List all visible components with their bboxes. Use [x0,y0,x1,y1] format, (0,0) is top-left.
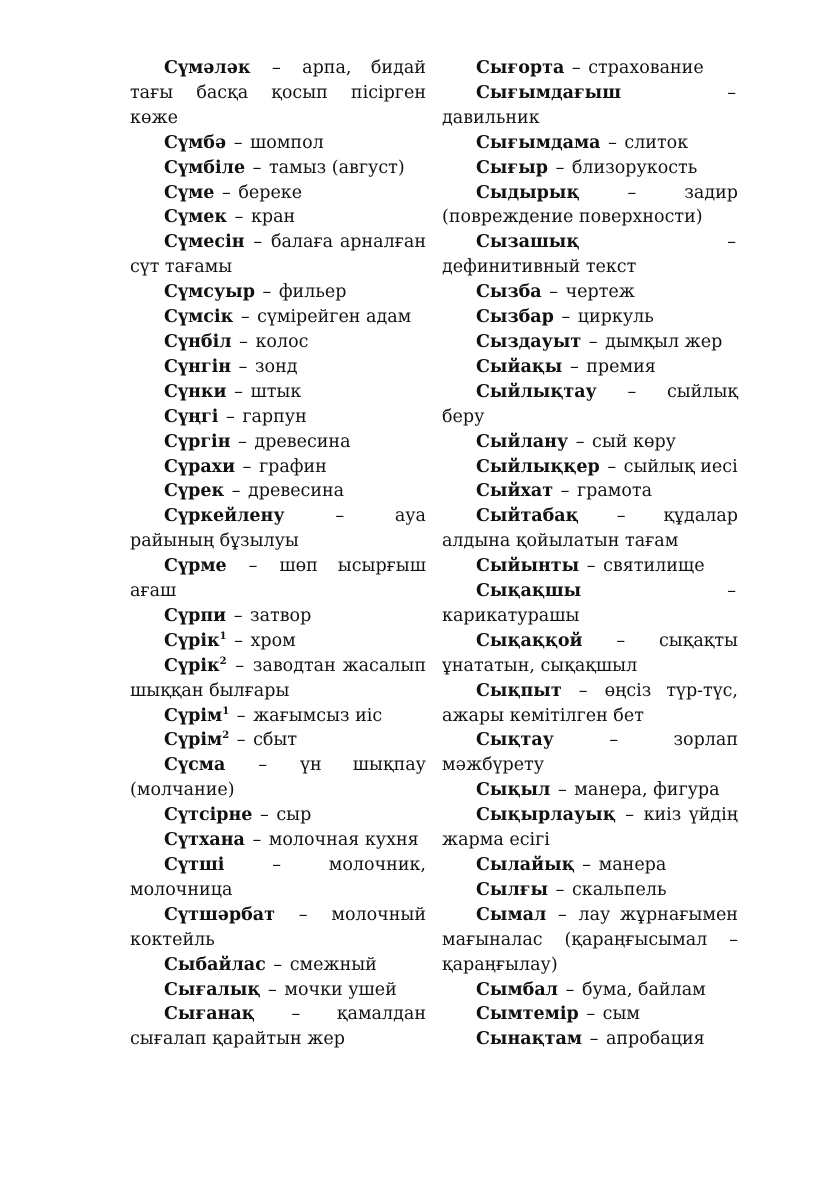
entry-dash: – [625,805,635,826]
entry-definition: древесина [248,481,345,502]
dictionary-entry [130,181,426,206]
entry-headword: Сықтау [476,730,554,751]
dictionary-entry [442,778,738,803]
entry-dash: – [272,855,281,875]
entry-headword: Сүнгін [164,356,232,377]
entry-dash: – [298,904,308,925]
dictionary-entry [442,728,738,778]
entry-definition: премия [586,356,656,377]
dictionary-entry [130,704,426,729]
entry-headword: Сүмбә [164,132,227,153]
entry-headword: Сықыл [476,780,551,801]
entry-dash: – [262,282,272,303]
entry-definition: близорукость [571,157,698,178]
entry-definition: зорлап мәжбүрету [442,730,738,776]
entry-dash: – [240,307,250,328]
entry-dash: – [233,132,243,153]
entry-definition: хром [250,630,296,651]
dictionary-entry [442,579,738,629]
dictionary-entry [442,978,738,1003]
dictionary-entry [442,1002,738,1027]
dictionary-entry [130,654,426,704]
dictionary-entry [130,629,426,654]
entry-dash: – [627,381,637,402]
entry-definition: мочки ушей [284,979,397,1000]
entry-definition: лау жұрнағымен мағыналас (қараңғысымал – қараңғылау) [442,904,738,975]
entry-definition: манера, фигура [574,780,720,801]
dictionary-entry [130,330,426,355]
dictionary-entry [442,280,738,305]
entry-dash: – [609,730,619,751]
entry-homonym-number: 1 [219,631,227,643]
dictionary-entry [130,853,426,903]
entry-headword: Сығалық [164,979,261,1000]
entry-headword: Сығымдағыш [476,82,622,103]
entry-headword: Сүрахи [164,456,236,477]
dictionary-entry [130,205,426,230]
entry-dash: – [588,331,598,352]
entry-definition: тамыз (август) [269,157,405,178]
dictionary-entry [130,230,426,280]
dictionary-entry [130,455,426,480]
entry-definition: манера [598,855,667,875]
entry-headword: Сығорта [476,58,565,78]
entry-headword: Сүмсік [164,307,234,328]
entry-definition: скальпель [571,879,667,900]
entry-dash: – [607,456,617,477]
entry-headword: Сыйынты [476,556,580,577]
dictionary-entry [130,280,426,305]
entry-definition: зонд [255,356,298,377]
entry-homonym-number: 2 [219,655,227,667]
entry-headword: Сүмәләк [164,58,251,78]
dictionary-entry [442,56,738,81]
entry-headword: Сүмсуыр [164,282,255,303]
entry-headword: Сығымдама [476,132,601,153]
entry-definition: кран [250,207,296,228]
entry-dash: – [616,506,626,527]
entry-headword: Сүтші [164,855,225,875]
dictionary-entry [442,629,738,679]
entry-dash: – [578,680,588,701]
dictionary-entry [442,330,738,355]
entry-headword: Сықақшы [476,581,582,602]
entry-definition: карикатурашы [442,605,580,626]
entry-definition: арпа, бидай тағы басқа қосып пісірген көже [130,58,426,128]
entry-headword: Сымтемір [476,1004,579,1025]
dictionary-entry [130,504,426,554]
entry-dash: – [586,1004,596,1025]
dictionary-entry [442,156,738,181]
entry-dash: – [236,730,246,751]
entry-headword: Сүсма [164,755,226,776]
entry-dash: – [231,481,241,502]
entry-headword: Сүрме [164,556,227,577]
entry-dash: – [561,307,571,328]
entry-homonym-number: 1 [222,705,230,717]
entry-dash: – [291,1004,301,1025]
dictionary-entry [130,479,426,504]
entry-headword: Сыйақы [476,356,563,377]
dictionary-entry [130,355,426,380]
entry-dash: – [558,904,567,925]
entry-definition: смежный [289,954,377,975]
entry-dash: – [236,705,246,726]
entry-headword: Сүмек [164,207,228,228]
dictionary-entry [130,828,426,853]
entry-dash: – [234,630,243,651]
entry-headword: Сүтшәрбат [164,904,275,925]
entry-headword: Сықпыт [476,680,562,701]
entry-definition: апробация [605,1029,705,1050]
entry-dash: – [589,1029,599,1050]
entry-headword: Сылайық [476,855,575,875]
entry-headword: Сүңгі [164,406,219,427]
dictionary-entry [442,131,738,156]
entry-definition: слиток [624,132,689,153]
entry-dash: – [233,605,243,626]
entry-definition: гарпун [242,406,307,427]
entry-dash: – [242,456,252,477]
entry-headword: Сылғы [476,879,549,900]
entry-headword: Сүрпи [164,605,227,626]
entry-definition: фильер [278,282,347,303]
right-column [442,56,738,1052]
entry-dash: – [258,755,268,776]
entry-dash: – [239,331,248,352]
entry-headword: Сығыр [476,157,548,178]
entry-headword: Сығанақ [164,1004,255,1025]
entry-dash: – [238,356,248,377]
entry-definition: қамалдан сығалап қарайтын жер [130,1004,426,1050]
entry-headword: Сүмбіле [164,157,246,178]
entry-dash: – [273,954,283,975]
entry-definition: дефинитивный текст [442,257,637,278]
entry-definition: затвор [250,605,312,626]
entry-definition: сыйлық беру [442,381,738,427]
entry-definition: страхование [588,58,704,78]
entry-definition: дымқыл жер [605,331,723,352]
dictionary-entry [442,81,738,131]
entry-headword: Сыбайлас [164,954,266,975]
entry-headword: Сүркейлену [164,506,285,527]
entry-definition: сүмірейген адам [257,307,412,328]
dictionary-entry [130,803,426,828]
entry-dash: – [565,979,575,1000]
entry-definition: өңсіз түр-түс, ажары кемітілген бет [442,680,738,726]
entry-dash: – [238,431,247,452]
dictionary-entry [442,1027,738,1052]
entry-headword: Сыйлану [476,431,569,452]
entry-dash: – [252,830,262,851]
dictionary-entry [442,504,738,554]
entry-dash: – [575,431,585,452]
entry-definition: штык [250,381,302,402]
dictionary-entry [442,853,738,878]
entry-definition: сбыт [253,730,298,751]
entry-definition: сыр [276,805,312,826]
dictionary-entry [442,878,738,903]
dictionary-entry [442,903,738,978]
entry-headword: Сынақтам [476,1029,583,1050]
entry-headword: Сүрек [164,481,225,502]
entry-dash: – [234,381,243,402]
entry-dash: – [555,879,565,900]
entry-dash: – [555,157,565,178]
entry-homonym-number: 2 [222,730,230,742]
dictionary-entry [130,604,426,629]
entry-definition: шомпол [250,132,324,153]
entry-headword: Сыйхат [476,481,554,502]
entry-dash: – [557,780,567,801]
entry-definition: давильник [442,107,540,128]
entry-definition: шөп ысырғыш ағаш [130,556,426,602]
entry-definition: құдалар алдына қойылатын тағам [442,506,738,552]
entry-definition: молочный коктейль [130,904,426,950]
entry-dash: – [560,481,570,502]
entry-headword: Сүнки [164,381,227,402]
entry-headword: Сүрік [164,630,220,651]
entry-dash: – [222,182,231,203]
entry-headword: Сыйлыққер [476,456,600,477]
entry-headword: Сүмесін [164,232,245,253]
entry-definition: береке [238,182,303,203]
entry-dash: – [582,855,592,875]
dictionary-entry [130,430,426,455]
dictionary-entry [442,380,738,430]
entry-dash: – [271,58,281,78]
left-column [130,56,426,1052]
entry-definition: заводтан жасалып шыққан былғары [130,655,426,701]
entry-dash: – [335,506,345,527]
dictionary-entry [130,978,426,1003]
entry-dash: – [727,581,736,602]
entry-dash: – [616,630,626,651]
entry-headword: Сүтсірне [164,805,253,826]
dictionary-entry [130,56,426,131]
entry-dash: – [627,182,637,203]
entry-headword: Сүме [164,182,215,203]
entry-dash: – [727,82,736,103]
entry-headword: Сықырлауық [476,805,616,826]
entry-dash: – [549,282,558,303]
entry-definition: үн шықпау (молчание) [130,755,426,801]
entry-definition: киіз үйдің жарма есігі [442,805,738,851]
dictionary-entry [130,131,426,156]
entry-definition: сый көру [592,431,676,452]
entry-headword: Сымал [476,904,547,925]
entry-headword: Сүргін [164,431,231,452]
dictionary-entry [130,554,426,604]
entry-headword: Сызбар [476,307,554,328]
dictionary-entry [130,753,426,803]
entry-dash: – [569,356,579,377]
entry-headword: Сүтхана [164,830,245,851]
dictionary-entry [130,903,426,953]
entry-definition: циркуль [577,307,654,328]
entry-headword: Сүрім [164,705,223,726]
entry-dash: – [248,556,258,577]
dictionary-entry [130,380,426,405]
dictionary-entry [130,728,426,753]
entry-definition: бума, байлам [581,979,706,1000]
entry-definition: жағымсыз иіс [253,705,383,726]
dictionary-entry [442,355,738,380]
dictionary-entry [130,156,426,181]
entry-headword: Сыйтабақ [476,506,579,527]
entry-definition: сықақты ұнататын, сықақшыл [442,630,738,676]
entry-dash: – [608,132,617,153]
dictionary-entry [130,1002,426,1052]
entry-definition: сыйлық иесі [623,456,738,477]
dictionary-entry [442,181,738,231]
dictionary-entry [442,455,738,480]
entry-dash: – [586,556,596,577]
dictionary-entry [442,679,738,729]
entry-dash: – [268,979,277,1000]
entry-dash: – [727,232,736,253]
dictionary-entry [130,405,426,430]
dictionary-entry [442,430,738,455]
entry-definition: колос [255,331,309,352]
entry-headword: Сыздауыт [476,331,582,352]
entry-definition: молочник, молочница [130,855,426,900]
entry-headword: Сүрім [164,730,223,751]
entry-dash: – [225,406,235,427]
entry-definition: балаға арналған сүт тағамы [130,232,426,278]
entry-headword: Сыдырық [476,182,580,203]
entry-definition: чертеж [565,282,635,303]
entry-dash: – [571,58,581,78]
entry-dash: – [260,805,269,826]
entry-headword: Сымбал [476,979,559,1000]
dictionary-entry [442,803,738,853]
entry-definition: графин [259,456,327,477]
dictionary-entry [130,305,426,330]
dictionary-entry [442,305,738,330]
dictionary-entry [442,554,738,579]
entry-definition: грамота [576,481,653,502]
entry-dash: – [234,207,244,228]
entry-definition: молочная кухня [268,830,419,851]
entry-headword: Сызба [476,282,542,303]
entry-dash: – [252,157,262,178]
dictionary-entry [442,230,738,280]
entry-headword: Сызашық [476,232,580,253]
entry-dash: – [253,232,263,253]
entry-headword: Сықаққой [476,630,583,651]
entry-definition: древесина [254,431,351,452]
entry-headword: Сыйлықтау [476,381,597,402]
entry-headword: Сүнбіл [164,331,232,352]
entry-headword: Сүрік [164,655,220,676]
dictionary-entry [130,953,426,978]
dictionary-entry [442,479,738,504]
entry-dash: – [235,655,245,676]
entry-definition: святилище [603,556,705,577]
entry-definition: ауа райының бұзылуы [130,506,426,552]
entry-definition: сым [602,1004,640,1025]
entry-definition: задир (повреждение поверхности) [442,182,738,228]
